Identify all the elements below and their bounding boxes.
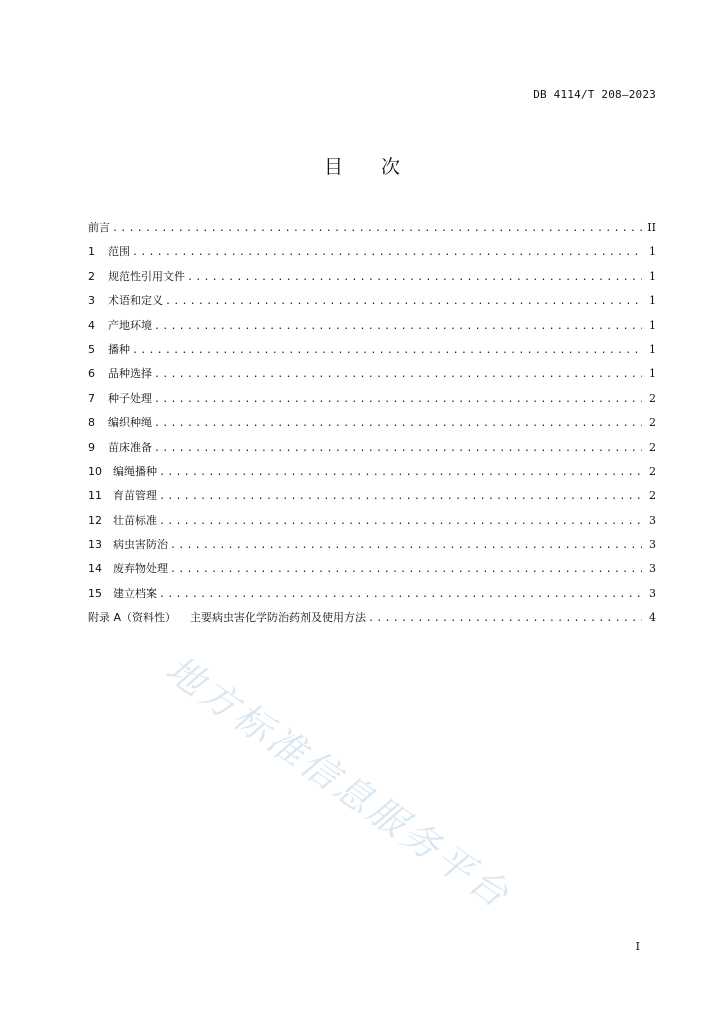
standard-number: DB 4114/T 208—2023 — [533, 88, 656, 101]
dot-leader — [154, 412, 642, 436]
dot-leader — [159, 485, 642, 509]
toc-entry-page: 4 — [649, 611, 656, 625]
toc-entry-appendix[interactable] — [88, 606, 656, 630]
toc-entry-page: 3 — [649, 513, 656, 527]
table-of-contents — [88, 216, 656, 631]
watermark-text: 地方标准信息服务平台 — [158, 647, 519, 918]
toc-entry-label: 编织种绳 — [108, 416, 152, 430]
toc-entry-number: 6 — [88, 367, 95, 381]
dot-leader — [170, 558, 642, 582]
toc-entry[interactable] — [88, 411, 656, 435]
toc-entry-page: 1 — [649, 294, 656, 308]
toc-entry[interactable] — [88, 289, 656, 313]
toc-entry-label: 术语和定义 — [108, 294, 163, 308]
toc-entry-label: 育苗管理 — [113, 489, 157, 503]
toc-entry[interactable] — [88, 436, 656, 460]
toc-entry-label: 品种选择 — [108, 367, 152, 381]
dot-leader — [159, 461, 642, 485]
toc-entry-label: 编绳播种 — [113, 464, 157, 478]
dot-leader — [154, 388, 642, 412]
toc-entry-page: 2 — [649, 464, 656, 478]
toc-entry-label: 范围 — [108, 245, 130, 259]
toc-entry-page: 1 — [649, 245, 656, 259]
toc-entry-number: 13 — [88, 538, 102, 552]
toc-entry[interactable] — [88, 338, 656, 362]
dot-leader — [112, 217, 642, 241]
toc-entry-label: 产地环境 — [108, 318, 152, 332]
toc-entry-number: 1 — [88, 245, 95, 259]
toc-entry-label: 规范性引用文件 — [108, 269, 185, 283]
page-number: I — [635, 940, 640, 953]
toc-entry[interactable] — [88, 265, 656, 289]
dot-leader — [154, 315, 642, 339]
dot-leader — [132, 241, 642, 265]
toc-entry-number: 15 — [88, 586, 102, 600]
toc-entry-label: 壮苗标准 — [113, 513, 157, 527]
toc-entry-page: 3 — [649, 538, 656, 552]
toc-entry-label: 播种 — [108, 342, 130, 356]
toc-entry-label: 病虫害防治 — [113, 538, 168, 552]
page-title — [0, 152, 724, 179]
dot-leader — [154, 437, 642, 461]
toc-entry[interactable] — [88, 533, 656, 557]
toc-entry-number: 11 — [88, 489, 102, 503]
appendix-prefix: 附录 A（资料性） — [88, 611, 177, 625]
toc-entry-page: 2 — [649, 391, 656, 405]
toc-entry-page: 1 — [649, 342, 656, 356]
toc-entry-label: 苗床准备 — [108, 440, 152, 454]
toc-entry-label: 废弃物处理 — [113, 562, 168, 576]
dot-leader — [132, 339, 642, 363]
toc-entry-page: 1 — [649, 318, 656, 332]
toc-entry-label: 前言 — [88, 221, 110, 234]
toc-entry-page: 3 — [649, 586, 656, 600]
dot-leader — [159, 583, 642, 607]
toc-entry-page: 2 — [649, 440, 656, 454]
dot-leader — [159, 510, 642, 534]
toc-entry-number: 3 — [88, 294, 95, 308]
toc-entry[interactable] — [88, 557, 656, 581]
title-char-2: 次 — [381, 156, 401, 178]
toc-entry-page: 3 — [649, 562, 656, 576]
dot-leader — [170, 534, 642, 558]
toc-entry[interactable] — [88, 387, 656, 411]
toc-entry[interactable] — [88, 460, 656, 484]
dot-leader — [187, 266, 642, 290]
toc-entry-number: 8 — [88, 416, 95, 430]
toc-entry-number: 5 — [88, 342, 95, 356]
toc-entry[interactable] — [88, 484, 656, 508]
toc-entry-number: 9 — [88, 440, 95, 454]
toc-entry-number: 14 — [88, 562, 102, 576]
toc-entry[interactable] — [88, 314, 656, 338]
toc-entry-label — [88, 606, 366, 630]
toc-entry-label: 建立档案 — [113, 586, 157, 600]
dot-leader — [165, 290, 642, 314]
title-char-1: 目 — [323, 156, 343, 178]
toc-entry-page: 2 — [649, 489, 656, 503]
toc-entry[interactable] — [88, 509, 656, 533]
toc-entry[interactable] — [88, 362, 656, 386]
toc-entry-page: 2 — [649, 416, 656, 430]
toc-entry[interactable] — [88, 582, 656, 606]
toc-entry-label: 种子处理 — [108, 391, 152, 405]
toc-entry-number: 7 — [88, 391, 95, 405]
toc-entry-number: 12 — [88, 513, 102, 527]
dot-leader — [154, 363, 642, 387]
appendix-title: 主要病虫害化学防治药剂及使用方法 — [190, 611, 367, 625]
toc-entry-page: 1 — [649, 269, 656, 283]
toc-entry-number: 10 — [88, 464, 102, 478]
toc-entry-number: 2 — [88, 269, 95, 283]
dot-leader — [368, 607, 642, 631]
toc-entry-page: II — [647, 221, 656, 234]
toc-entry[interactable] — [88, 216, 656, 240]
toc-entry[interactable] — [88, 240, 656, 264]
toc-entry-number: 4 — [88, 318, 95, 332]
toc-entry-page: 1 — [649, 367, 656, 381]
